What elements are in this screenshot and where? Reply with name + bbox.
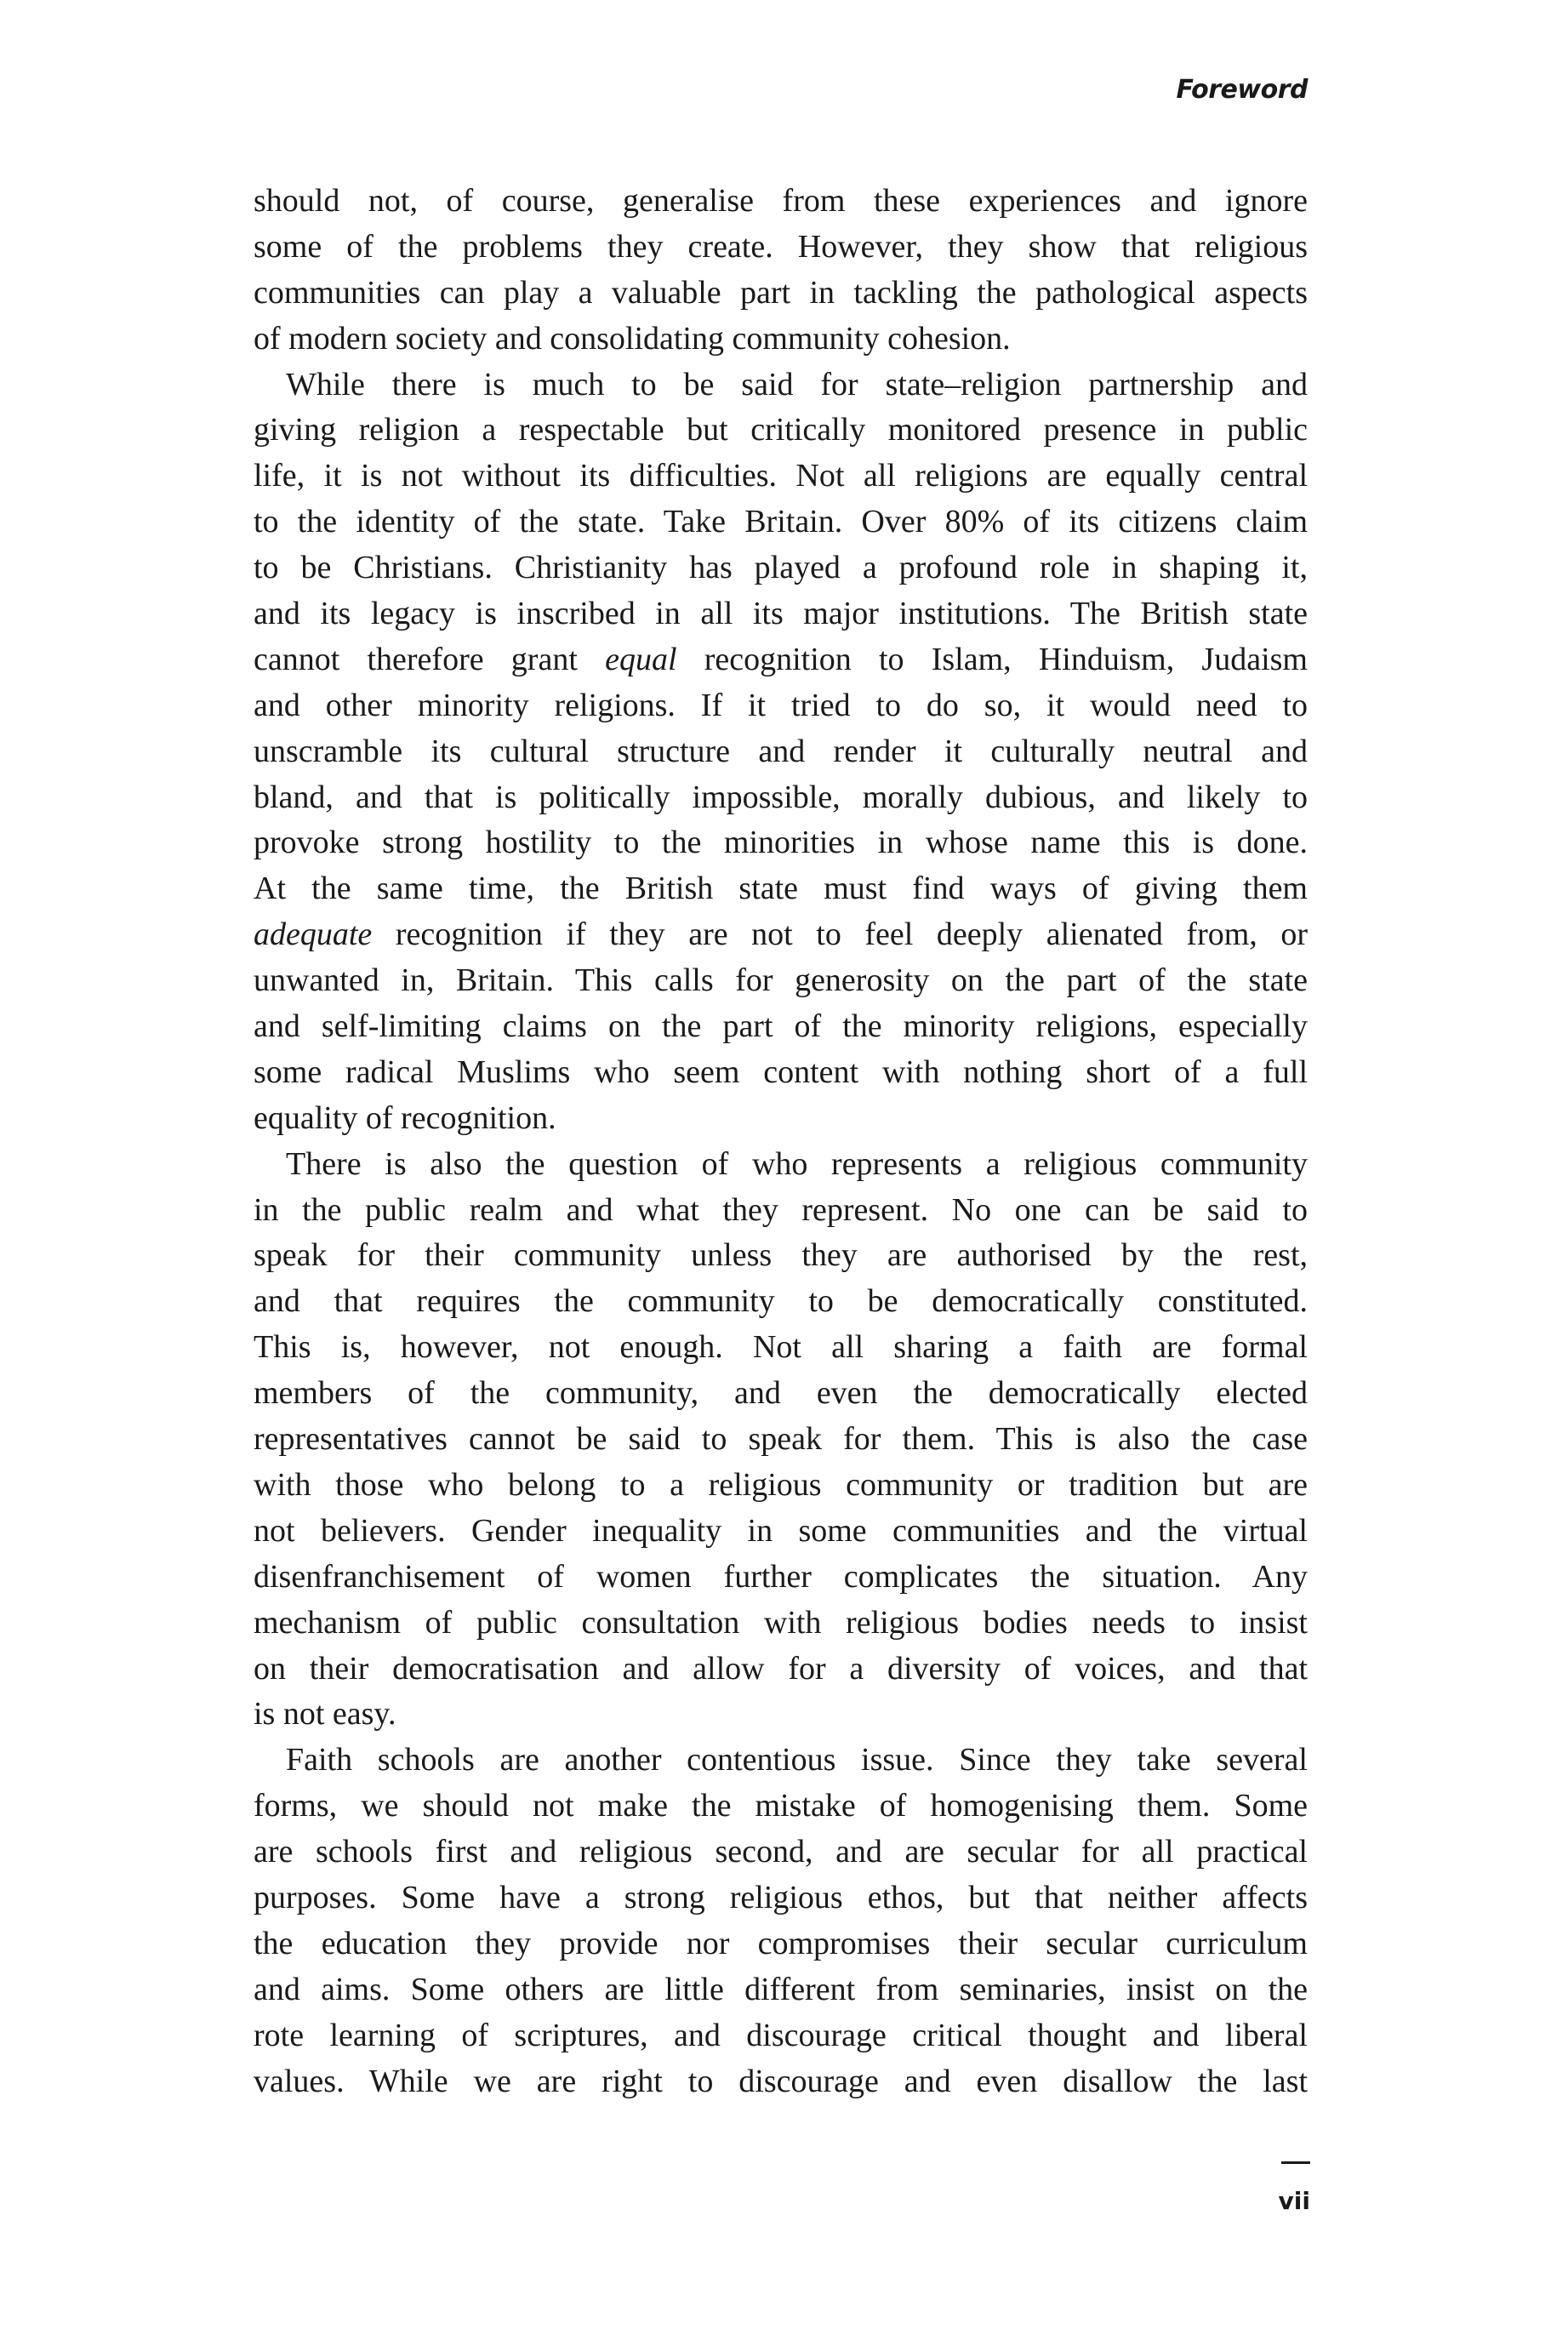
page-number: vii — [1278, 2187, 1310, 2215]
text-line: and self-limiting claims on the part of the minority religions, especially — [254, 1008, 1308, 1045]
text-line: mechanism of public consultation with religious bodies needs to insist — [254, 1604, 1308, 1641]
text-line: of modern society and consolidating community cohesion. — [254, 320, 1011, 357]
text-line: and its legacy is inscribed in all its major institutions. The British state — [254, 596, 1308, 632]
text-line: not believers. Gender inequality in some communities and the virtual — [254, 1512, 1308, 1549]
text-line: the education they provide nor compromises their secular curriculum — [254, 1925, 1308, 1961]
text-line: to the identity of the state. Take Britain. Over 80% of its citizens claim — [254, 504, 1308, 540]
text-line: unwanted in, Britain. This calls for generosity on the part of the state — [254, 962, 1308, 999]
running-head-title: Foreword — [1176, 75, 1308, 105]
paragraph-first-line: While there is much to be said for state–religion partnership and — [286, 366, 1308, 402]
text-segment: recognition to Islam, Hinduism, Judaism — [676, 641, 1308, 677]
text-line: and other minority religions. If it tried to do so, it would need to — [254, 687, 1308, 723]
emphasis: adequate — [254, 916, 373, 953]
text-line: representatives cannot be said to speak for them. This is also the case — [254, 1421, 1308, 1458]
text-line: on their democratisation and allow for a diversity of voices, and that — [254, 1650, 1308, 1687]
text-line: life, it is not without its difficulties. Not all religions are equally central — [254, 458, 1308, 494]
paragraph-first-line: Faith schools are another contentious issue. Since they take several — [286, 1742, 1308, 1778]
text-line: equality of recognition. — [254, 1099, 556, 1136]
text-line: communities can play a valuable part in tackling the pathological aspects — [254, 274, 1308, 311]
text-line: This is, however, not enough. Not all sharing a faith are formal — [254, 1329, 1308, 1366]
text-line: and aims. Some others are little different from seminaries, insist on the — [254, 1971, 1308, 2007]
text-line: speak for their community unless they are authorised by the rest, — [254, 1237, 1308, 1274]
text-line: giving religion a respectable but critically monitored presence in public — [254, 412, 1308, 448]
emphasis: equal — [605, 641, 677, 677]
text-line: in the public realm and what they represent. No one can be said to — [254, 1191, 1308, 1228]
text-line: members of the community, and even the democratically elected — [254, 1375, 1308, 1412]
body-text — [254, 179, 1308, 2104]
paragraph-first-line: There is also the question of who represents a religious community — [286, 1145, 1308, 1182]
text-line: purposes. Some have a strong religious ethos, but that neither affects — [254, 1879, 1308, 1915]
text-line: forms, we should not make the mistake of homogenising them. Some — [254, 1788, 1308, 1824]
text-segment: recognition if they are not to feel deeply alienated from, or — [372, 916, 1308, 953]
text-line: is not easy. — [254, 1696, 396, 1733]
text-segment: cannot therefore grant — [254, 641, 606, 677]
text-line: unscramble its cultural structure and render it culturally neutral and — [254, 733, 1308, 769]
text-line: disenfranchisement of women further complicates the situation. Any — [254, 1558, 1308, 1595]
text-line — [254, 912, 1308, 958]
text-line: are schools first and religious second, and are secular for all practical — [254, 1834, 1308, 1870]
text-line: to be Christians. Christianity has played a profound role in shaping it, — [254, 550, 1308, 586]
text-line: should not, of course, generalise from these experiences and ignore — [254, 183, 1308, 219]
text-line: values. While we are right to discourage and even disallow the last — [254, 2063, 1308, 2099]
text-line: provoke strong hostility to the minorities in whose name this is done. — [254, 825, 1308, 861]
text-line — [254, 637, 1308, 683]
text-line: At the same time, the British state must find ways of giving them — [254, 871, 1308, 907]
text-line: rote learning of scriptures, and discourage critical thought and liberal — [254, 2017, 1308, 2053]
text-line: some of the problems they create. However, they show that religious — [254, 228, 1308, 265]
text-line: with those who belong to a religious community or tradition but are — [254, 1466, 1308, 1503]
text-line: some radical Muslims who seem content with nothing short of a full — [254, 1053, 1308, 1090]
text-line: and that requires the community to be democratically constituted. — [254, 1283, 1308, 1320]
text-line: bland, and that is politically impossible, morally dubious, and likely to — [254, 779, 1308, 815]
folio-rule — [1281, 2161, 1310, 2164]
